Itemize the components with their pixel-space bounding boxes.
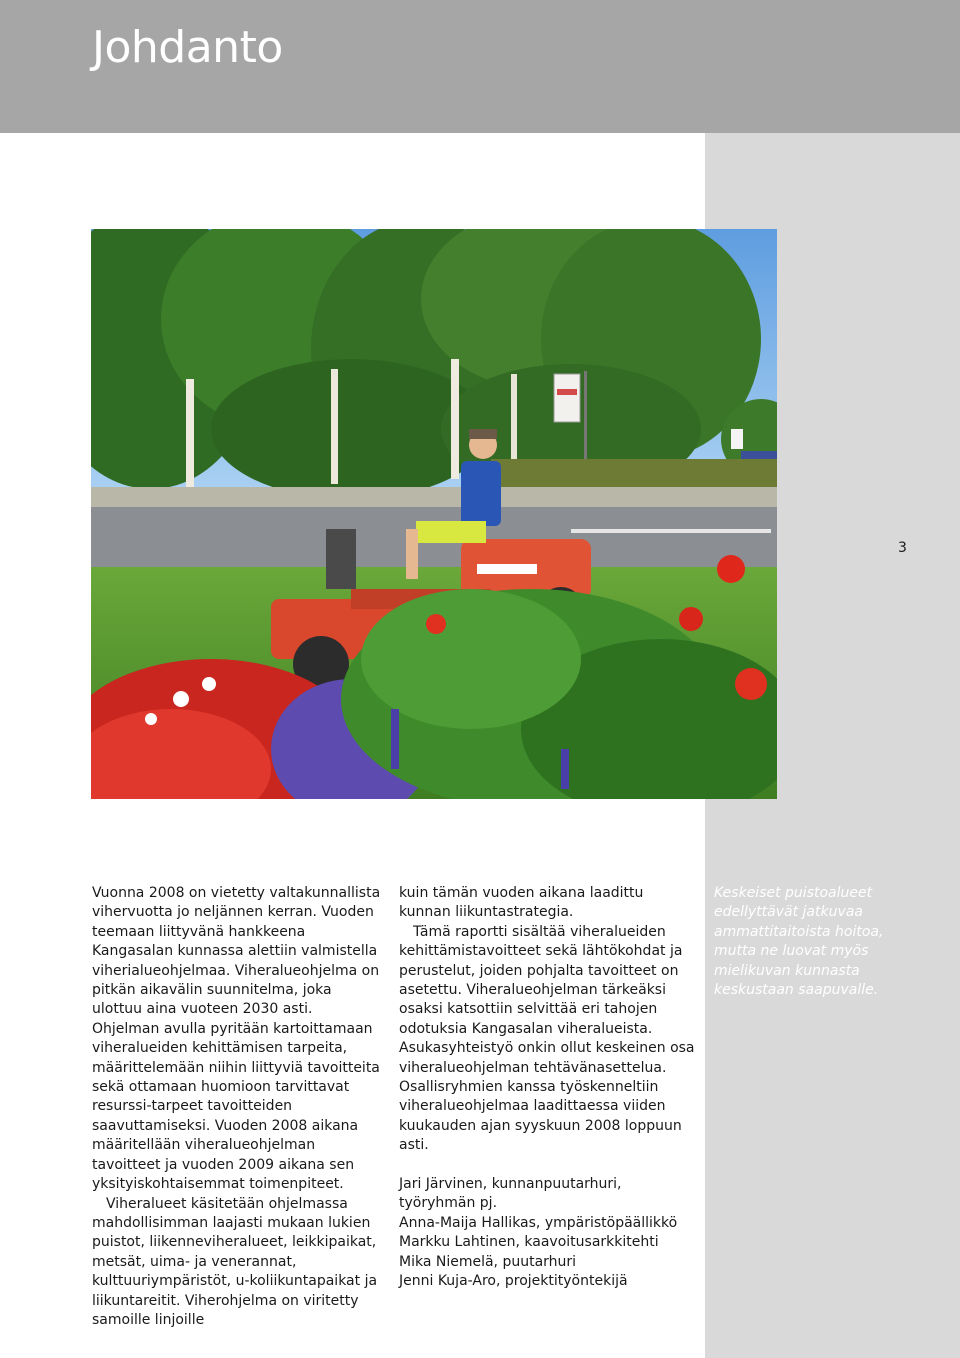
paragraph-intro: Vuonna 2008 on vietetty valtakunnallista vihervuotta jo neljännen kerran. Vuoden teemaan liittyvänä hankkeena Kangasalan kunnassa alettiin valmistella viherialueohjelmaa. Viheralueohjelma on pitkän aikavälin suunnitelma, joka ulottuu aina vuoteen 2030 asti. Ohjelman avulla pyritään kartoittamaan viheralueiden kehittämisen tarpeita, määrittelemään niihin liittyviä tavoitteita sekä ottamaan huomioon tarvittavat resurssi-tarpeet tavoitteiden saavuttamiseksi. Vuoden 2008 aikana määritellään viheralueohjelman tavoitteet ja vuoden 2009 aikana sen yksityiskohtaisemmat toimenpiteet. xyxy=(92,885,381,1193)
paragraph-continuation: kuin tämän vuoden aikana laadittu kunnan liikuntastrategia. xyxy=(399,885,644,921)
page-title: Johdanto xyxy=(92,22,283,73)
signature-line: Jari Järvinen, kunnanpuutarhuri, työryhmän pj. xyxy=(399,1176,622,1212)
photo-park-mowing xyxy=(91,229,777,799)
body-column-middle xyxy=(399,884,695,1292)
signature-line: Jenni Kuja-Aro, projektityöntekijä xyxy=(399,1273,628,1290)
signature-line: Mika Niemelä, puutarhuri xyxy=(399,1253,577,1270)
signature-line: Markku Lahtinen, kaavoitusarkkitehti xyxy=(399,1234,659,1251)
paragraph-report: Tämä raportti sisältää viheralueiden kehittämistavoitteet sekä lähtökohdat ja perustelut, joiden pohjalta tavoitteet on asetettu. Viheralueohjelman tärkeäksi osaksi katsottiin selvittää eri tahojen odotuksia Kangasalan viheralueista. Asukasyhteistyö onkin ollut keskeinen osa viheralueohjelman tehtävänasettelua. Osallisryhmien kanssa työskenneltiin viheralueohjelmaa laadittaessa viiden kuukauden ajan syyskuun 2008 loppuun asti. xyxy=(399,923,695,1154)
signature-line: Anna-Maija Hallikas, ympäristöpäällikkö xyxy=(399,1214,678,1231)
paragraph-scope: Viheralueet käsitetään ohjelmassa mahdollisimman laajasti mukaan lukien puistot, liikenneviheralueet, leikkipaikat, metsät, uima- ja venerannat, kulttuuriympäristöt, u-koliikuntapaikat ja liikuntareitit. Viherohjelma on viritetty samoille linjoille xyxy=(92,1195,378,1328)
page-number: 3 xyxy=(898,540,907,556)
pull-quote: Keskeiset puistoalueet edellyttävät jatkuvaa ammattitaitoista hoitoa, mutta ne luovat myös mielikuvan kunnasta keskustaan saapuvalle. xyxy=(714,885,884,999)
body-column-left xyxy=(92,884,382,1330)
header-band xyxy=(0,0,960,133)
photo-illustration xyxy=(91,229,777,799)
